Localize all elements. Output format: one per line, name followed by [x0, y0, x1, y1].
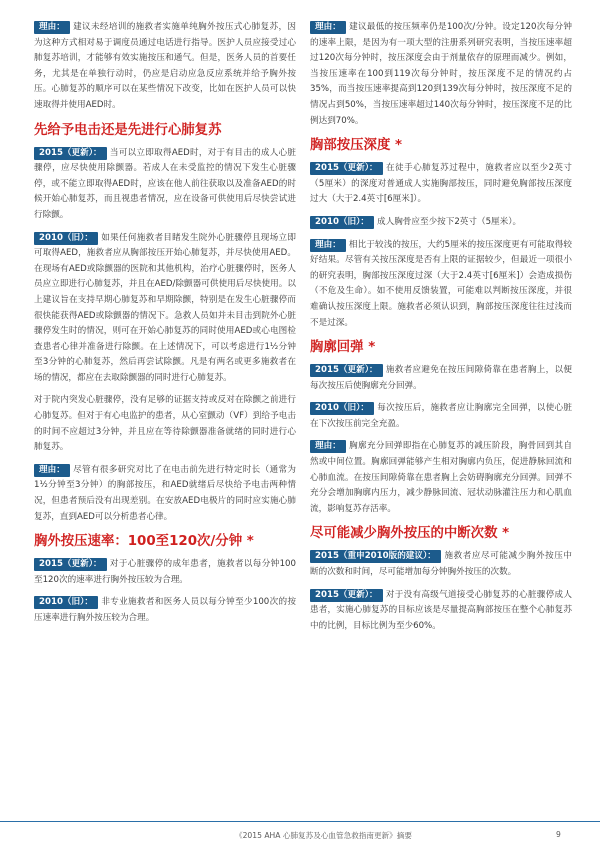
paragraph-text: 对于心脏骤停的成年患者，施救者以每分钟100至120次的速率进行胸外按压较为合理。 [34, 559, 296, 585]
right-column [310, 20, 572, 641]
old-2010-paragraph [34, 595, 296, 626]
update-2015-paragraph [310, 161, 572, 208]
page-number: 9 [556, 830, 561, 839]
old-2010-tag: 2010（旧）： [310, 216, 374, 229]
update-2015-tag: 2015（更新）： [34, 558, 107, 571]
reaffirmed-tag: 2015（重申2010版的建议）： [310, 550, 441, 563]
old-2010-paragraph [310, 215, 572, 231]
left-column [34, 20, 296, 634]
update-2015-tag: 2015（更新）： [310, 589, 383, 602]
paragraph-text: 胸廓充分回弹即指在心肺复苏的减压阶段，胸骨回到其自然或中间位置。胸廓回弹能够产生相对胸廓内负压，促进静脉回流和心肺血流。在按压间隙倚靠在患者胸上会妨碍胸廓充分回弹。回弹不充分会增加胸廓内压力，减少静脉回流、冠状动脉灌注压力和心肌血流，影响复苏存活率。 [310, 441, 572, 514]
update-2015-paragraph [310, 588, 572, 635]
update-2015-paragraph [310, 363, 572, 394]
update-2015-paragraph [34, 146, 296, 224]
paragraph-text: 施救者应尽可能减少胸外按压中断的次数和时间，尽可能增加每分钟胸外按压的次数。 [310, 551, 572, 578]
rationale-tag: 理由： [34, 464, 70, 477]
section-heading-shock-first: 先给予电击还是先进行心肺复苏 [34, 122, 222, 138]
rationale-paragraph [34, 463, 296, 525]
rationale-tag: 理由： [34, 21, 70, 34]
old-2010-tag: 2010（旧）： [310, 402, 374, 415]
paragraph-text: 每次按压后，施救者应让胸廓完全回弹，以使心脏在下次按压前完全充盈。 [310, 403, 572, 429]
page-footer [0, 821, 600, 848]
paragraph-text: 非专业施救者和医务人员以每分钟至少100次的按压速率进行胸外按压较为合理。 [34, 597, 296, 623]
paragraph-text: 对于没有高级气道接受心肺复苏的心脏骤停成人患者，实施心肺复苏的目标应该是尽量提高胸部按压在整个心肺复苏中的比例，目标比例为至少60%。 [310, 589, 572, 631]
paragraph-text: 建议未经培训的施救者实施单纯胸外按压式心肺复苏，因为这种方式相对易于调度员通过电话进行指导。医护人员应接受过心肺复苏培训，才能够有效实施按压和通气。但是，医务人员的首要任务，尤其是在单独行动时，仍应是启动应急反应系统并给予胸外按压。心肺复苏的顺序可以在某些情况下改变，比如在医护人员可以快速取得并使用AED时。 [34, 22, 296, 110]
update-2015-tag: 2015（更新）： [310, 364, 383, 377]
rationale-tag: 理由： [310, 440, 346, 453]
old-2010-tag: 2010（旧）： [34, 596, 98, 609]
paragraph-text: 如果任何施救者目睹发生院外心脏骤停且现场立即可取得AED，施救者应从胸部按压开始心肺复苏，并尽快使用AED。在现场有AED或除颤器的医院和其他机构，治疗心脏骤停时，医务人员应立即进行心肺复苏，并且在AED/除颤器可供使用后尽快使用。以上建议旨在支持早期心肺复苏和早期除颤，特别是在发生心脏骤停而很快能获得AED或除颤器的情况下。急救人员如并未目击到院外心脏骤停发生时的情况，则可在开始心肺复苏的同时使用AED或心电图检查患者心律并准备进行除颤。在上述情况下，可以考虑进行1½分钟至3分钟的心肺复苏，然后再尝试除颤。凡是有两名或更多施救者在场的情况，都应在去取除颤器的同时进行心肺复苏。 [34, 232, 296, 383]
paragraph-text: 建议最低的按压频率仍是100次/分钟。设定120次每分钟的速率上限，是因为有一项大型的注册系列研究表明，当按压速率超过120次每分钟时，按压深度会由于剂量依存的原理而减少。例如，当按压速率在100到119次每分钟时，按压深度不足的情况约占35%，而当按压速率提高到120到139次每分钟时，按压深度不足的情况占到50%，当按压速率超过140次每分钟时，按压深度不足的比例达到70%。 [310, 22, 572, 126]
section-heading-chest-recoil: 胸廓回弹 * [310, 340, 376, 356]
paragraph-text: 成人胸骨应至少按下2英寸（5厘米）。 [377, 216, 522, 227]
paragraph-text: 对于院内突发心脏骤停，没有足够的证据支持或反对在除颤之前进行心肺复苏。但对于有心电监护的患者，从心室颤动（VF）到给予电击的时间不应超过3分钟，并且应在等待除颤器准备就绪的同时进行心肺复苏。 [34, 395, 296, 453]
old-2010-paragraph [310, 401, 572, 432]
rationale-tag: 理由： [310, 239, 346, 252]
footer-title: 《2015 AHA 心肺复苏及心血管急救指南更新》摘要 [235, 831, 412, 840]
update-2015-paragraph [34, 557, 296, 588]
section-heading-minimize-interruptions: 尽可能减少胸外按压的中断次数 * [310, 526, 510, 542]
paragraph-text: 相比于较浅的按压，大约5厘米的按压深度更有可能取得较好结果。尽管有关按压深度是否有上限的证据较少，但最近一项很小的研究表明，胸部按压深度过深（大于2.4英寸[6厘米]）会造成损伤（不危及生命）。如不使用反馈装置，可能难以判断按压深度，并很难确认按压深度上限。施救者必须认识到，胸部按压深度往往过浅而不是过深。 [310, 239, 572, 328]
rationale-paragraph [310, 238, 572, 332]
paragraph-text: 在徒手心肺复苏过程中，施救者应以至少2英寸（5厘米）的深度对普通成人实施胸部按压，同时避免胸部按压深度过大（大于2.4英寸[6厘米]）。 [310, 163, 572, 205]
reaffirmed-paragraph [310, 549, 572, 580]
section-heading-compression-depth: 胸部按压深度 * [310, 138, 403, 154]
rationale-paragraph [310, 439, 572, 517]
update-2015-tag: 2015（更新）： [310, 162, 383, 175]
old-2010-tag: 2010（旧）： [34, 232, 98, 245]
paragraph-text: 当可以立即取得AED时，对于有目击的成人心脏骤停，应尽快使用除颤器。若成人在未受监控的情况下发生心脏骤停，或不能立即取得AED时，应该在他人前往获取以及准备AED的时候开始心肺复苏，而且视患者情况，应在设备可供使用后尽快尝试进行除颤。 [34, 147, 296, 220]
update-2015-tag: 2015（更新）： [34, 147, 107, 160]
section-heading-compression-rate: 胸外按压速率：100至120次/分钟 * [34, 534, 254, 550]
paragraph-text: 施救者应避免在按压间隙倚靠在患者胸上，以便每次按压后使胸廓充分回弹。 [310, 365, 572, 391]
rationale-paragraph [310, 20, 572, 129]
rationale-paragraph [34, 20, 296, 114]
paragraph-text: 尽管有很多研究对比了在电击前先进行特定时长（通常为1½分钟至3分钟）的胸部按压，和AED就绪后尽快给予电击两种情况，但患者预后没有出现差别。在安放AED电极片的同时应实施心肺复苏，直到AED可以分析患者心律。 [34, 464, 296, 522]
rationale-tag: 理由： [310, 21, 346, 34]
in-hospital-paragraph [34, 393, 296, 455]
old-2010-paragraph [34, 231, 296, 387]
